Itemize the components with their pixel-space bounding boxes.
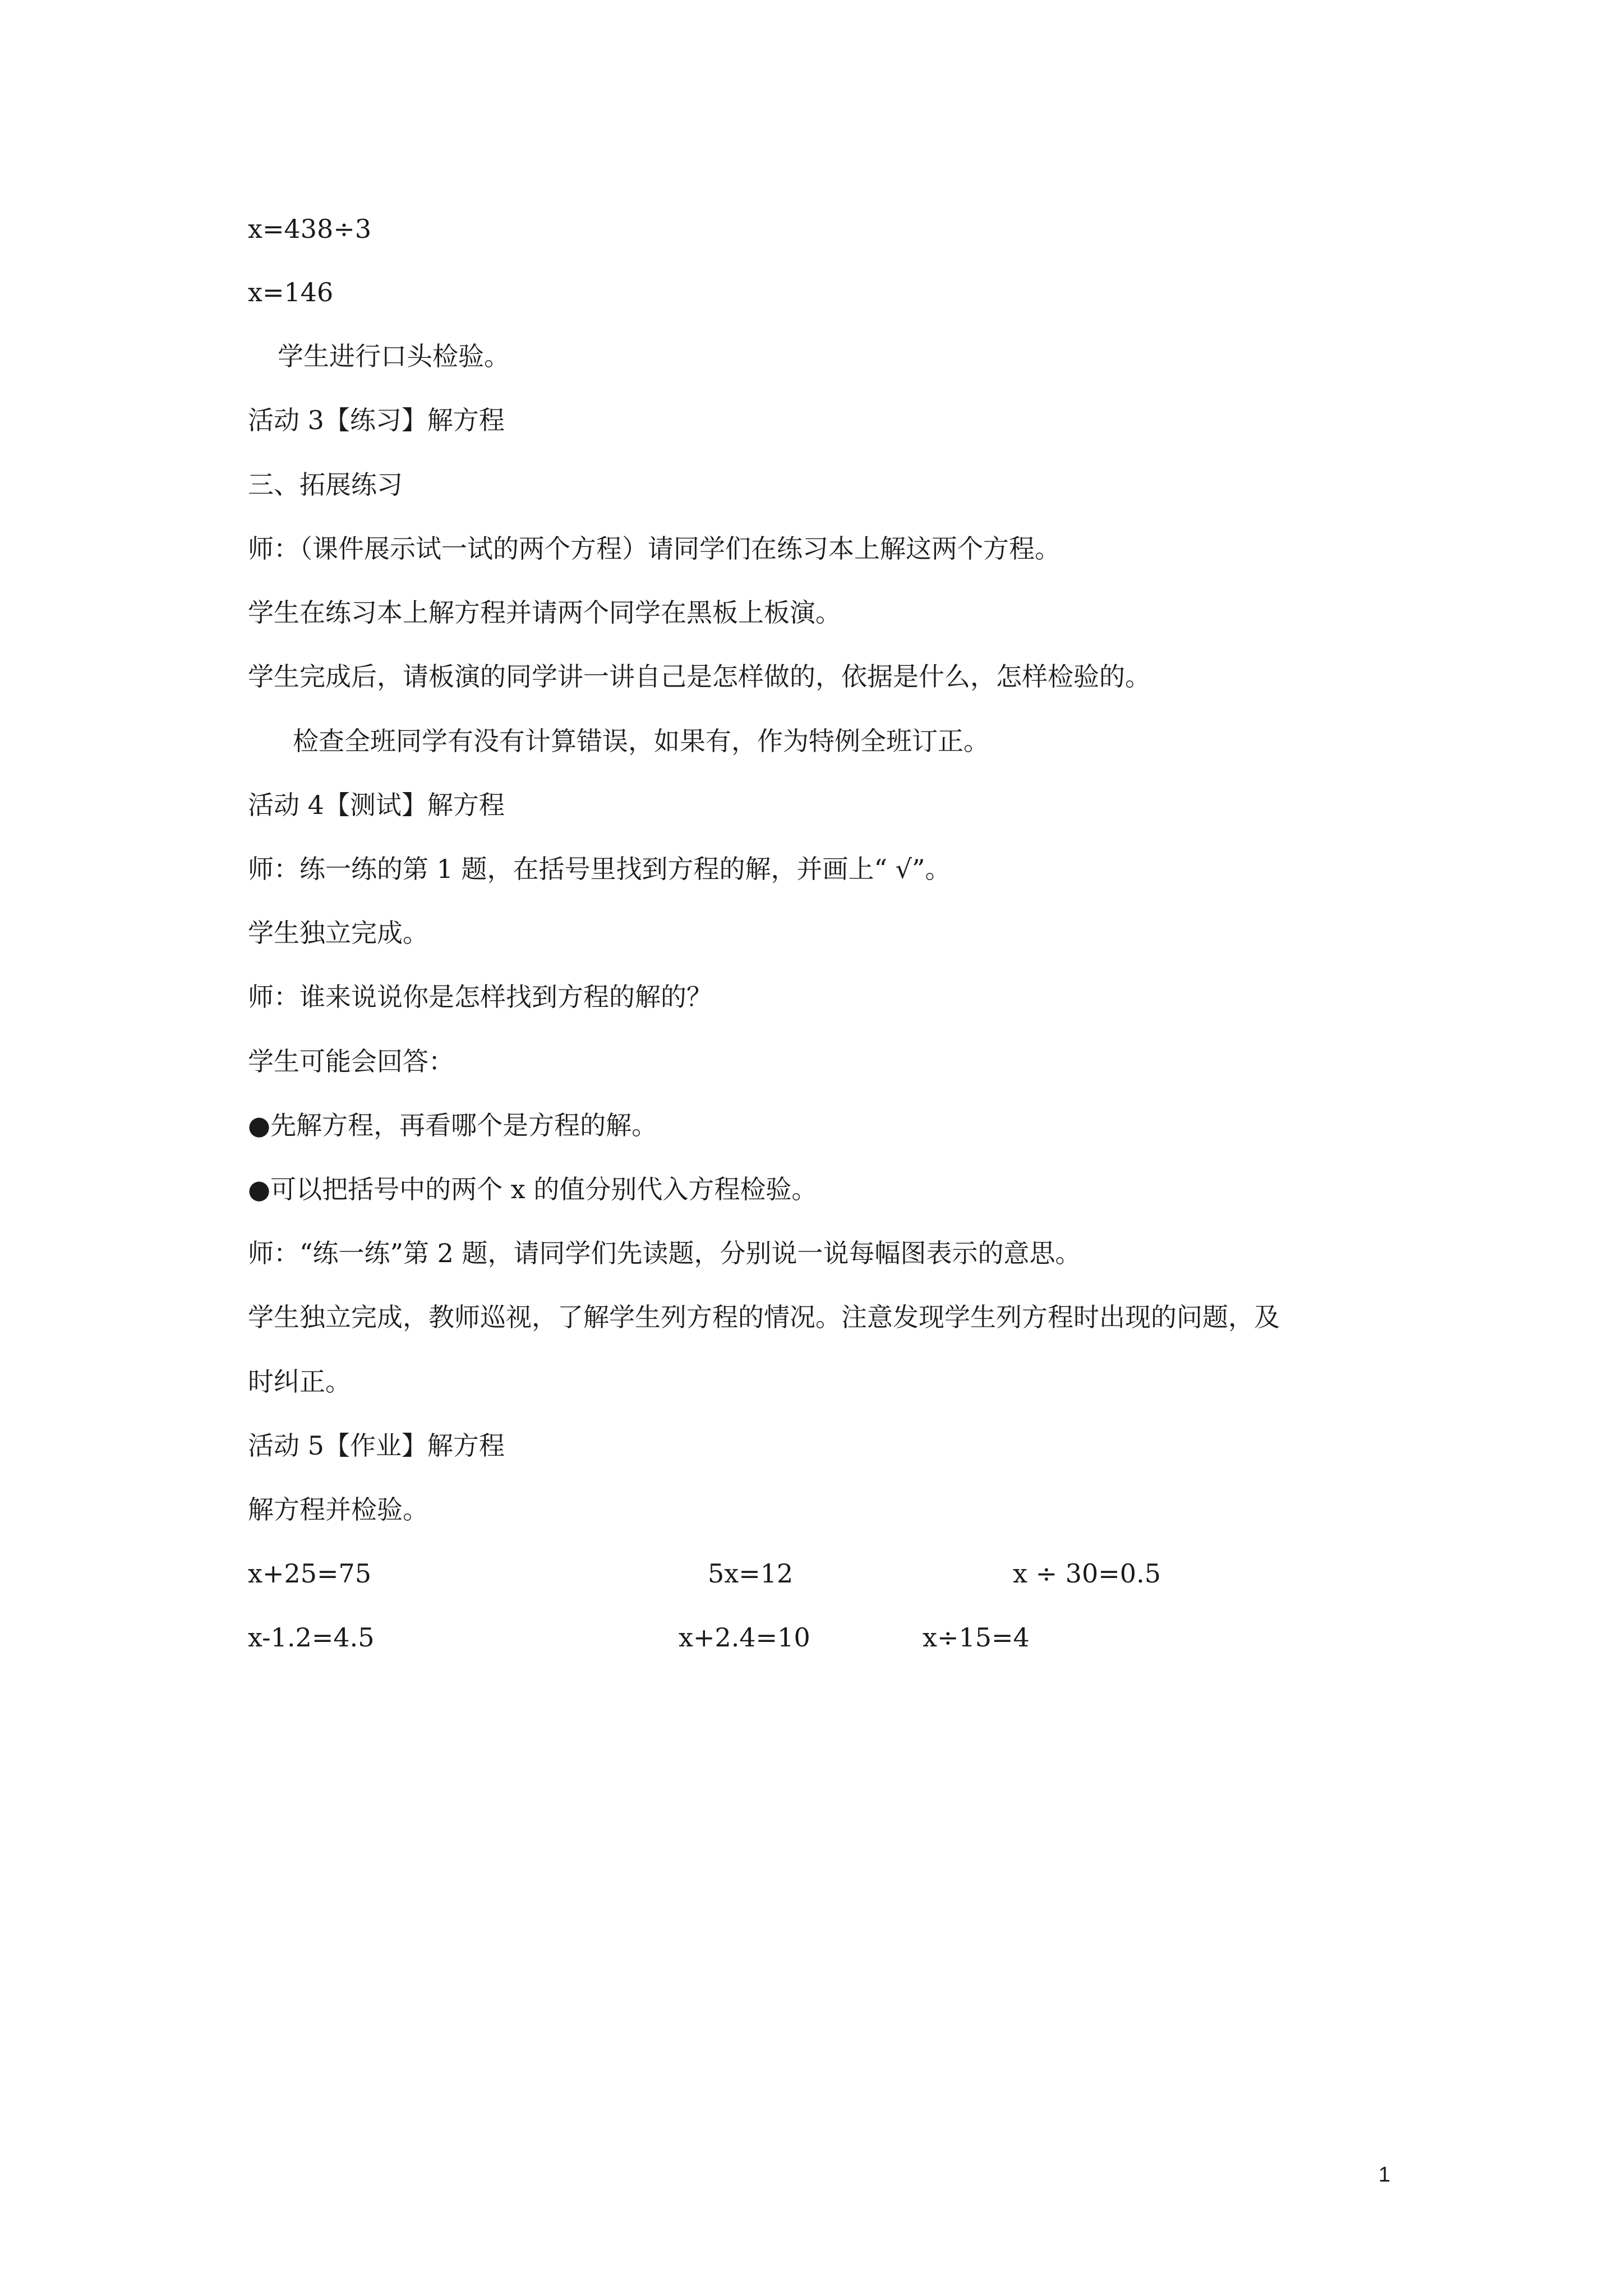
paragraph: 检查全班同学有没有计算错误，如果有，作为特例全班订正。 xyxy=(293,726,989,756)
paragraph-continued: 时纠正。 xyxy=(248,1366,351,1397)
paragraph: 师：（课件展示试一试的两个方程）请同学们在练习本上解这两个方程。 xyxy=(248,533,1061,564)
equation-step-1: x=438÷3 xyxy=(248,214,372,244)
paragraph: 学生独立完成。 xyxy=(248,918,428,948)
homework-equation: 5x=12 xyxy=(708,1558,794,1589)
paragraph: 学生独立完成，教师巡视，了解学生列方程的情况。注意发现学生列方程时出现的问题，及 xyxy=(248,1302,1280,1332)
homework-equation: x-1.2=4.5 xyxy=(248,1622,375,1653)
section-heading: 三、拓展练习 xyxy=(248,470,403,500)
activity-heading-5: 活动 5【作业】解方程 xyxy=(248,1430,505,1461)
bullet-item: ●可以把括号中的两个 x 的值分别代入方程检验。 xyxy=(248,1174,818,1204)
equation-step-2: x=146 xyxy=(248,277,334,307)
paragraph: 师：“练一练”第 2 题，请同学们先读题，分别说一说每幅图表示的意思。 xyxy=(248,1238,1081,1268)
activity-heading-4: 活动 4【测试】解方程 xyxy=(248,790,505,820)
bullet-item: ●先解方程，再看哪个是方程的解。 xyxy=(248,1110,658,1140)
homework-equation: x+2.4=10 xyxy=(679,1622,810,1653)
page-number: 1 xyxy=(1378,2163,1391,2187)
homework-equation: x÷15=4 xyxy=(923,1622,1030,1653)
paragraph: 学生在练习本上解方程并请两个同学在黑板上板演。 xyxy=(248,597,841,628)
activity-heading-3: 活动 3【练习】解方程 xyxy=(248,405,505,435)
paragraph: 师：练一练的第 1 题，在括号里找到方程的解，并画上“ √”。 xyxy=(248,854,951,884)
homework-equation: x ÷ 30=0.5 xyxy=(1013,1558,1161,1589)
homework-equation: x+25=75 xyxy=(248,1558,372,1589)
paragraph: 学生进行口头检验。 xyxy=(278,341,510,371)
paragraph: 学生完成后，请板演的同学讲一讲自己是怎样做的，依据是什么，怎样检验的。 xyxy=(248,661,1151,692)
paragraph: 解方程并检验。 xyxy=(248,1494,428,1525)
paragraph: 师：谁来说说你是怎样找到方程的解的？ xyxy=(248,982,712,1012)
paragraph: 学生可能会回答： xyxy=(248,1046,454,1076)
